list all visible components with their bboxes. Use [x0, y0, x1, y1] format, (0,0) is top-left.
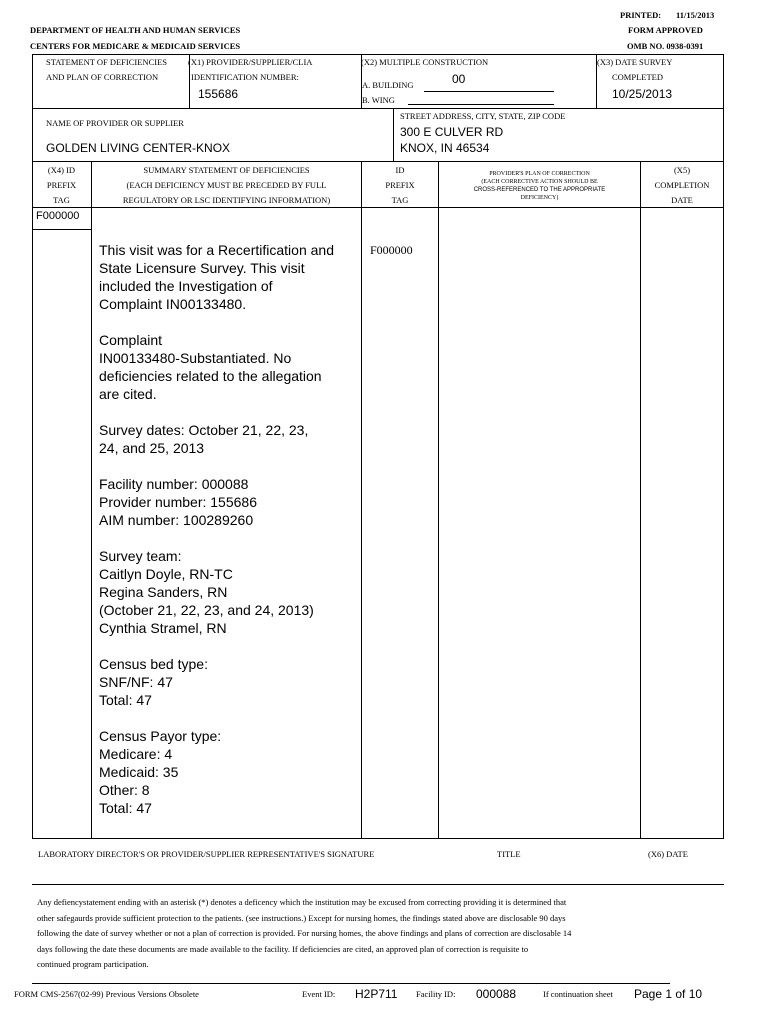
address-street: 300 E CULVER RD	[400, 125, 504, 139]
facility-id-value: 000088	[476, 987, 517, 1001]
summary-paragraph	[99, 475, 359, 529]
id-label: ID	[395, 165, 405, 175]
summary-line: deficiencies related to the allegation	[99, 368, 322, 384]
summary-line: Complaint	[99, 332, 163, 348]
disclaimer-line: Any defiencystatement ending with an asterisk (*) denotes a deficency which the institution may be excused from correcting providing it is determined that	[37, 897, 567, 907]
x6-date-label: (X6) DATE	[648, 849, 688, 859]
summary-line: Provider number: 155686	[99, 494, 257, 510]
x1-label-2: IDENTIFICATION NUMBER:	[191, 72, 299, 82]
form-approved: FORM APPROVED	[628, 25, 703, 35]
summary-paragraph	[99, 241, 359, 313]
x1-label: (X1) PROVIDER/SUPPLIER/CLIA	[188, 57, 313, 67]
plan-label-4: DEFICIENCY)	[520, 195, 559, 201]
summary-line: Medicaid: 35	[99, 764, 179, 780]
summary-line: (October 21, 22, 23, and 24, 2013)	[99, 602, 314, 618]
x3-label-2: COMPLETED	[612, 72, 663, 82]
address-label: STREET ADDRESS, CITY, STATE, ZIP CODE	[400, 111, 566, 121]
summary-line: Caitlyn Doyle, RN-TC	[99, 566, 233, 582]
summary-paragraph	[99, 421, 359, 457]
summary-line: are cited.	[99, 386, 157, 402]
summary-line: Total: 47	[99, 692, 152, 708]
disclaimer-text	[37, 895, 717, 973]
disclaimer-line: following the date of survey whether or not a plan of correction is provided. For nursing homes, the above findings and plans of correction are disclosable 14	[37, 928, 572, 938]
summary-label-2: (EACH DEFICIENCY MUST BE PRECEDED BY FULL	[126, 180, 327, 190]
plan-label-2: (EACH CORRECTIVE ACTION SHOULD BE	[481, 179, 598, 185]
summary-line: Census bed type:	[99, 656, 208, 672]
plan-label-3: CROSS-REFERENCED TO THE APPROPRIATE	[473, 187, 606, 193]
event-id-value: H2P711	[355, 987, 398, 1001]
statement-label-2: AND PLAN OF CORRECTION	[46, 72, 159, 82]
deficiency-summary-text	[99, 241, 359, 835]
page-number: Page 1 of 10	[634, 987, 703, 1001]
summary-line: Cynthia Stramel, RN	[99, 620, 227, 636]
disclaimer-line: continued program participation.	[37, 959, 149, 969]
department-name: DEPARTMENT OF HEALTH AND HUMAN SERVICES	[30, 25, 241, 35]
summary-line: Complaint IN00133480.	[99, 296, 247, 312]
summary-label: SUMMARY STATEMENT OF DEFICIENCIES	[143, 165, 310, 175]
summary-line: Other: 8	[99, 782, 150, 798]
x5-label-2: COMPLETION	[654, 180, 710, 190]
id-prefix-tag: F000000	[370, 243, 413, 257]
building-value: 00	[452, 72, 466, 86]
summary-line: Survey dates: October 21, 22, 23,	[99, 422, 309, 438]
x3-label: (X3) DATE SURVEY	[597, 57, 673, 67]
form-number: FORM CMS-2567(02-99) Previous Versions Obsolete	[14, 989, 199, 999]
summary-paragraph	[99, 655, 359, 709]
summary-line: 24, and 25, 2013	[99, 440, 205, 456]
signature-label: LABORATORY DIRECTOR'S OR PROVIDER/SUPPLIER REPRESENTATIVE'S SIGNATURE	[38, 849, 375, 859]
summary-paragraph	[99, 727, 359, 817]
wing-label: B. WING	[362, 95, 395, 105]
summary-paragraph	[99, 331, 359, 403]
disclaimer-line: days following the date these documents are made available to the facility. If deficiencies are cited, an approved plan of correction is requisite to	[37, 943, 529, 954]
summary-line: SNF/NF: 47	[99, 674, 173, 690]
x4-label-3: TAG	[53, 195, 70, 205]
address-city: KNOX, IN 46534	[400, 141, 490, 155]
x2-label: (X2) MULTIPLE CONSTRUCTION	[361, 57, 489, 67]
facility-id-label: Facility ID:	[416, 989, 456, 999]
plan-label: PROVIDER'S PLAN OF CORRECTION	[489, 171, 590, 177]
omb-number: OMB NO. 0938-0391	[627, 41, 704, 51]
summary-label-3: REGULATORY OR LSC IDENTIFYING INFORMATION)	[122, 195, 331, 205]
x5-label-3: DATE	[671, 195, 693, 205]
provider-name: GOLDEN LIVING CENTER-KNOX	[46, 141, 231, 155]
x4-label-2: PREFIX	[46, 180, 77, 190]
summary-line: included the Investigation of	[99, 278, 273, 294]
centers-name: CENTERS FOR MEDICARE & MEDICAID SERVICES	[30, 41, 241, 51]
id-label-3: TAG	[391, 195, 409, 205]
summary-line: Facility number: 000088	[99, 476, 249, 492]
summary-line: State Licensure Survey. This visit	[99, 260, 305, 276]
provider-name-label: NAME OF PROVIDER OR SUPPLIER	[46, 118, 184, 128]
event-id-label: Event ID:	[302, 989, 336, 999]
x5-label: (X5)	[673, 165, 691, 175]
summary-line: Census Payor type:	[99, 728, 222, 744]
printed-date: 11/15/2013	[676, 10, 715, 20]
id-label-2: PREFIX	[385, 180, 415, 190]
survey-date: 10/25/2013	[612, 87, 673, 101]
summary-paragraph	[99, 547, 359, 637]
prefix-tag: F000000	[36, 210, 80, 222]
summary-line: AIM number: 100289260	[99, 512, 254, 528]
summary-line: Survey team:	[99, 548, 182, 564]
disclaimer-line: other safegaurds provide sufficient protection to the patients. (see instructions.) Except for nursing homes, the findings stated above are disclosable 90 days	[37, 912, 566, 923]
continuation-label: If continuation sheet	[543, 989, 613, 999]
provider-number: 155686	[198, 87, 239, 101]
statement-label: STATEMENT OF DEFICIENCIES	[46, 57, 168, 67]
summary-line: Medicare: 4	[99, 746, 173, 762]
printed-label: PRINTED:	[620, 10, 662, 20]
title-label: TITLE	[497, 849, 521, 859]
x4-label: (X4) ID	[47, 165, 76, 175]
summary-line: IN00133480-Substantiated. No	[99, 350, 292, 366]
building-label: A. BUILDING	[362, 80, 414, 90]
summary-line: Regina Sanders, RN	[99, 584, 228, 600]
summary-line: This visit was for a Recertification and	[99, 242, 334, 258]
summary-line: Total: 47	[99, 800, 152, 816]
